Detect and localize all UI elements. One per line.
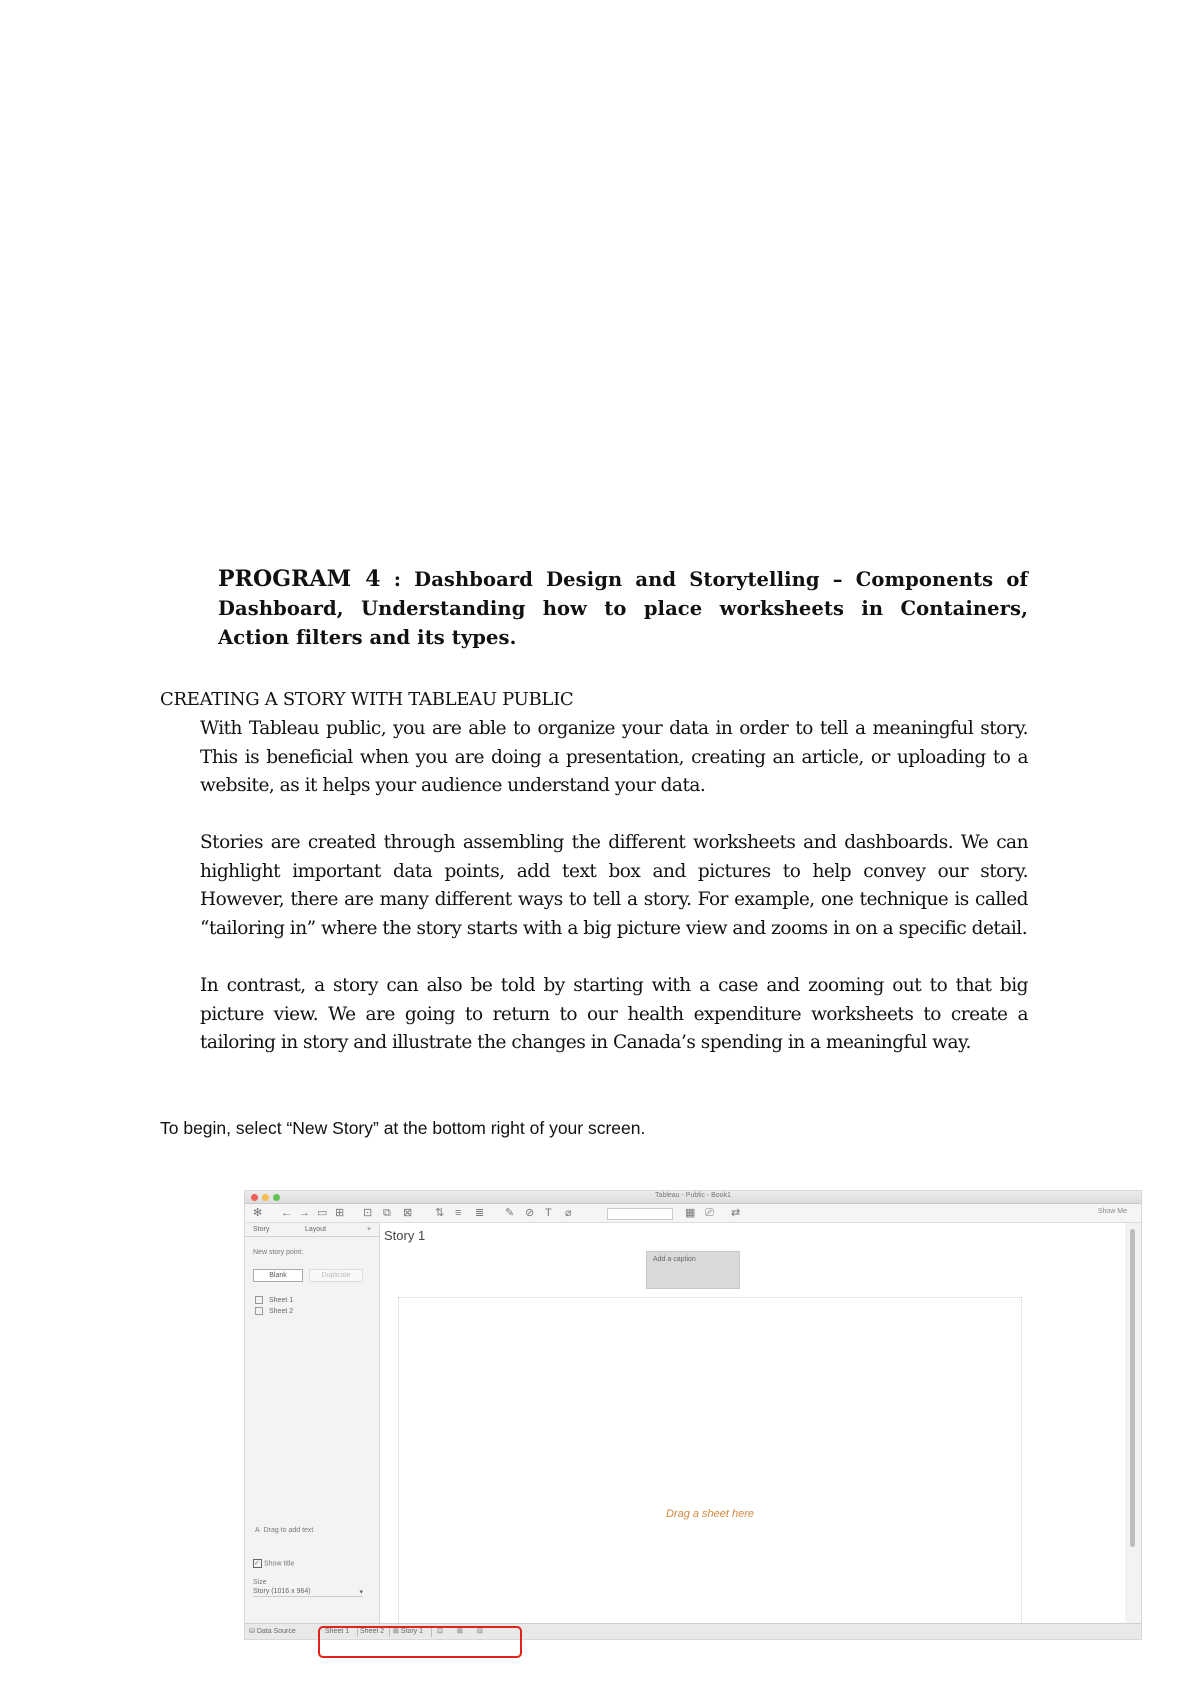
story-side-panel: [245, 1223, 380, 1623]
scrollbar-thumb[interactable]: [1130, 1229, 1135, 1547]
tab-layout[interactable]: Layout: [305, 1226, 327, 1233]
sheet-drop-area[interactable]: [398, 1297, 1022, 1625]
new-worksheet-icon[interactable]: ⊡: [363, 1207, 373, 1219]
tab-sheet-2[interactable]: Sheet 2: [360, 1628, 385, 1635]
caption-text: Add a caption: [653, 1256, 696, 1263]
tableau-logo-icon[interactable]: ✻: [253, 1207, 263, 1219]
new-story-tab-icon[interactable]: ⊟: [477, 1628, 483, 1635]
drop-hint: Drag a sheet here: [665, 1508, 755, 1520]
share-icon[interactable]: ⇄: [731, 1207, 741, 1219]
clear-icon[interactable]: ⊠: [403, 1207, 413, 1219]
show-title-label: Show title: [264, 1560, 295, 1568]
toolbar: [245, 1204, 1141, 1223]
duplicate-button[interactable]: Duplicate: [309, 1269, 363, 1282]
duplicate-icon[interactable]: ⧉: [383, 1207, 391, 1219]
section-title: CREATING A STORY WITH TABLEAU PUBLIC: [160, 689, 574, 710]
show-cards-icon[interactable]: ▦: [685, 1207, 696, 1219]
sheet-item-1[interactable]: [255, 1296, 293, 1304]
sheet-item-label: Sheet 2: [269, 1307, 294, 1315]
tab-story[interactable]: Story: [253, 1226, 270, 1233]
tab-divider: [245, 1236, 379, 1237]
tableau-screenshot: [244, 1190, 1142, 1640]
paragraph-3: In contrast, a story can also be told by starting with a case and zooming out to that big picture view. We are going to return to our health expenditure worksheets to create a tailoring in story and illustrate the changes in Canada’s spending in a meaningful way.: [200, 975, 1028, 1053]
intro-instruction: To begin, select “New Story” at the bottom right of your screen.: [160, 1118, 646, 1138]
drag-text-label: Drag to add text: [263, 1527, 314, 1534]
blank-button[interactable]: Blank: [253, 1269, 303, 1282]
back-arrow-icon[interactable]: ←: [281, 1207, 292, 1219]
new-worksheet-tab-icon[interactable]: ⊡: [437, 1628, 443, 1635]
presentation-icon[interactable]: ⎚: [705, 1207, 714, 1219]
vertical-scrollbar[interactable]: [1125, 1223, 1141, 1623]
story-icon: ⊞: [393, 1628, 399, 1635]
new-datasource-icon[interactable]: ⊞: [335, 1207, 345, 1219]
sheet-icon: [255, 1307, 263, 1315]
save-icon[interactable]: ▭: [317, 1207, 328, 1219]
size-dropdown[interactable]: [253, 1588, 363, 1597]
size-label: Size: [253, 1579, 267, 1586]
fix-axes-icon[interactable]: ⌀: [565, 1207, 572, 1219]
window-title: Tableau - Public - Book1: [655, 1192, 731, 1199]
group-icon[interactable]: ⊘: [525, 1207, 535, 1219]
story-title[interactable]: Story 1: [384, 1228, 426, 1243]
story-canvas: [380, 1223, 1124, 1623]
swap-icon[interactable]: ⇅: [435, 1207, 445, 1219]
fit-dropdown[interactable]: [607, 1208, 673, 1220]
database-icon: ⛁: [249, 1628, 255, 1635]
text-icon: A: [255, 1527, 260, 1534]
tab-label: Story 1: [400, 1628, 424, 1635]
paragraph-2: Stories are created through assembling the different worksheets and dashboards. We can highlight important data points, add text box and pictures to help convey our story. However, there are many different ways to tell a story. For example, one technique is called “tailoring in” where the story starts with a big picture view and zooms in on a specific detail.: [200, 832, 1028, 939]
sheet-item-label: Sheet 1: [269, 1296, 294, 1304]
size-value: Story (1016 x 964): [253, 1588, 311, 1595]
new-story-point-label: New story point:: [253, 1249, 304, 1256]
forward-arrow-icon[interactable]: →: [299, 1207, 310, 1219]
tab-label: Data Source: [256, 1628, 296, 1635]
highlight-icon[interactable]: ✎: [505, 1207, 515, 1219]
tab-more-icon[interactable]: +: [367, 1226, 372, 1233]
sheet-icon: [255, 1296, 263, 1304]
program-title: : Dashboard Design and Storytelling – Components of Dashboard, Understanding how to place worksheets in Containers, Action filters and its types.: [218, 568, 1028, 649]
program-heading: [218, 565, 1028, 652]
sort-ascending-icon[interactable]: ≡: [455, 1207, 462, 1219]
paragraph-1: With Tableau public, you are able to organize your data in order to tell a meaningful story. This is beneficial when you are doing a presentation, creating an article, or uploading to a website, as it helps your audience understand your data.: [200, 718, 1028, 796]
show-me-button[interactable]: Show Me: [1097, 1208, 1127, 1215]
window-titlebar: [245, 1191, 1141, 1204]
label-icon[interactable]: T: [545, 1207, 552, 1219]
drag-text-item[interactable]: [255, 1527, 313, 1534]
chevron-down-icon: ▾: [359, 1589, 363, 1596]
new-dashboard-tab-icon[interactable]: ⊞: [457, 1628, 463, 1635]
sort-descending-icon[interactable]: ≣: [475, 1207, 485, 1219]
program-number: PROGRAM 4: [218, 566, 381, 592]
checkbox-checked-icon: ✓: [253, 1559, 262, 1568]
tab-sheet-1[interactable]: Sheet 1: [325, 1628, 350, 1635]
story-point-caption[interactable]: [646, 1251, 740, 1289]
tab-data-source[interactable]: [249, 1626, 296, 1637]
sheet-item-2[interactable]: [255, 1307, 293, 1315]
highlight-annotation: [318, 1626, 522, 1658]
show-title-checkbox[interactable]: [253, 1559, 294, 1568]
